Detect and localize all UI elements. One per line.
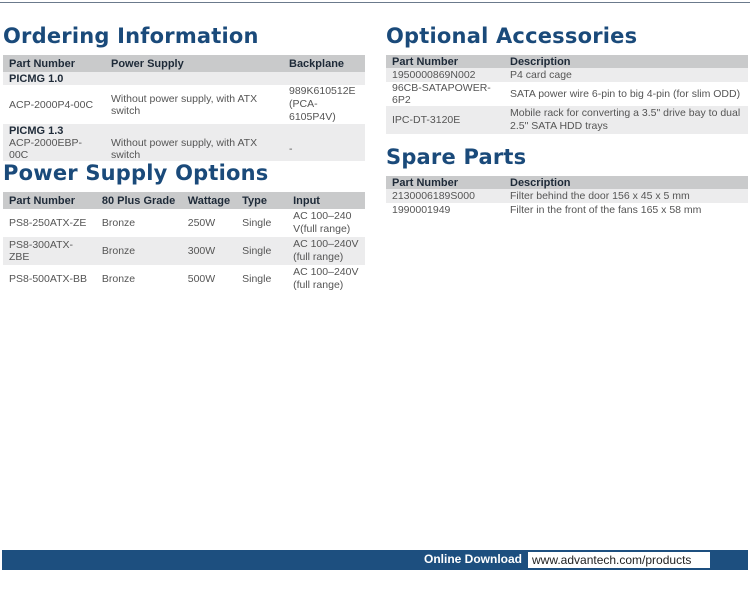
grade: Bronze bbox=[96, 265, 182, 293]
power-header-grade: 80 Plus Grade bbox=[96, 192, 182, 209]
description: Filter in the front of the fans 165 x 58 mm bbox=[504, 203, 748, 217]
online-download-label: Online Download bbox=[424, 552, 522, 566]
power-title: Power Supply Options bbox=[3, 161, 269, 185]
table-row bbox=[3, 265, 365, 293]
wattage: 300W bbox=[182, 237, 236, 265]
type: Single bbox=[236, 209, 287, 237]
power-header-type: Type bbox=[236, 192, 287, 209]
ordering-header-part: Part Number bbox=[3, 55, 105, 72]
table-row bbox=[386, 203, 748, 217]
table-row bbox=[3, 237, 365, 265]
type: Single bbox=[236, 237, 287, 265]
power-supply: Without power supply, with ATX switch bbox=[105, 137, 283, 161]
part-number: PS8-500ATX-BB bbox=[3, 265, 96, 293]
description: P4 card cage bbox=[504, 68, 748, 82]
input: AC 100–240 V(full range) bbox=[287, 209, 365, 237]
description: Mobile rack for converting a 3.5" drive bay to dual 2.5" SATA HDD trays bbox=[504, 106, 748, 134]
part-number: 1950000869N002 bbox=[386, 68, 504, 82]
table-row bbox=[386, 189, 748, 203]
download-url-link[interactable]: www.advantech.com/products bbox=[528, 552, 710, 568]
spare-title: Spare Parts bbox=[386, 145, 527, 169]
table-row bbox=[386, 68, 748, 82]
spare-table bbox=[386, 176, 748, 217]
ordering-header-supply: Power Supply bbox=[105, 55, 283, 72]
table-row bbox=[3, 124, 365, 137]
table-row bbox=[3, 85, 365, 124]
grade: Bronze bbox=[96, 209, 182, 237]
table-row bbox=[3, 72, 365, 85]
part-number: PS8-300ATX-ZBE bbox=[3, 237, 96, 265]
part-number: ACP-2000EBP-00C bbox=[3, 137, 105, 161]
group-label: PICMG 1.3 bbox=[3, 124, 365, 137]
power-header-wattage: Wattage bbox=[182, 192, 236, 209]
table-row bbox=[3, 209, 365, 237]
part-number: IPC-DT-3120E bbox=[386, 106, 504, 134]
power-header-input: Input bbox=[287, 192, 365, 209]
top-rule bbox=[0, 2, 750, 3]
accessories-table bbox=[386, 55, 748, 134]
ordering-table bbox=[3, 55, 365, 161]
backplane: - bbox=[283, 137, 365, 161]
accessories-title: Optional Accessories bbox=[386, 24, 638, 48]
table-row bbox=[386, 106, 748, 134]
input: AC 100–240V (full range) bbox=[287, 237, 365, 265]
spare-header-part: Part Number bbox=[386, 176, 504, 189]
accessories-header-desc: Description bbox=[504, 55, 748, 68]
power-supply: Without power supply, with ATX switch bbox=[105, 85, 283, 124]
table-row bbox=[386, 82, 748, 106]
part-number: 2130006189S000 bbox=[386, 189, 504, 203]
grade: Bronze bbox=[96, 237, 182, 265]
input: AC 100–240V (full range) bbox=[287, 265, 365, 293]
backplane: 989K610512E (PCA-6105P4V) bbox=[283, 85, 365, 124]
accessories-header-part: Part Number bbox=[386, 55, 504, 68]
power-table bbox=[3, 192, 365, 293]
part-number: 96CB-SATAPOWER-6P2 bbox=[386, 82, 504, 106]
type: Single bbox=[236, 265, 287, 293]
spare-header-desc: Description bbox=[504, 176, 748, 189]
ordering-title: Ordering Information bbox=[3, 24, 259, 48]
description: Filter behind the door 156 x 45 x 5 mm bbox=[504, 189, 748, 203]
power-header-part: Part Number bbox=[3, 192, 96, 209]
part-number: ACP-2000P4-00C bbox=[3, 85, 105, 124]
description: SATA power wire 6-pin to big 4-pin (for slim ODD) bbox=[504, 82, 748, 106]
part-number: PS8-250ATX-ZE bbox=[3, 209, 96, 237]
part-number: 1990001949 bbox=[386, 203, 504, 217]
ordering-header-backplane: Backplane bbox=[283, 55, 365, 72]
table-row bbox=[3, 137, 365, 161]
wattage: 250W bbox=[182, 209, 236, 237]
footer-bar bbox=[2, 550, 748, 570]
group-label: PICMG 1.0 bbox=[3, 72, 365, 85]
wattage: 500W bbox=[182, 265, 236, 293]
